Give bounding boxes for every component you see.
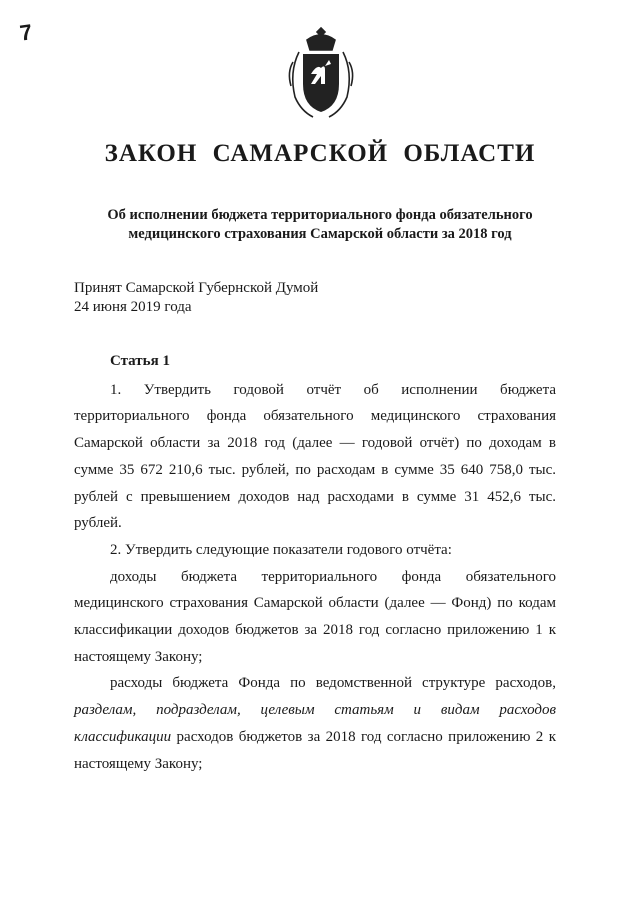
subtitle-line-1: Об исполнении бюджета территориального фонда обязательного (107, 207, 533, 223)
margin-handwritten-mark: 7 (18, 19, 34, 46)
document-title: ЗАКОН САМАРСКОЙ ОБЛАСТИ (104, 140, 536, 167)
paragraph-4-italic: разделам, подразделам, целевым статьям и видам расходов классификации (74, 702, 556, 745)
adoption-info (74, 279, 474, 317)
paragraph-2: 2. Утвердить следующие показатели годового отчёта: (110, 541, 452, 558)
paragraph-1: 1. Утвердить годовой отчёт об исполнении бюджета территориального фонда обязательного медицинского страхования Самарской области за 2018 год (далее — годовой отчёт) по доходам в сумме 35 672 210,6 тыс. рублей, по расходам в сумме 35 640 758,0 тыс. рублей с превышением доходов над расходами в сумме 31 452,6 тыс. рублей. (74, 381, 556, 532)
paragraph-3: доходы бюджета территориального фонда обязательного медицинского страхования Самарской области (далее — Фонд) по кодам классификации доходов бюджетов за 2018 год согласно приложению 1 к настоящему Закону; (74, 568, 556, 665)
subtitle-line-2: медицинского страхования Самарской области за 2018 год (128, 226, 512, 242)
document-subtitle (60, 206, 580, 244)
paragraph-4 (74, 670, 556, 777)
article-body (74, 348, 556, 777)
adoption-date: 24 июня 2019 года (74, 299, 192, 315)
paragraph-4-start: расходы бюджета Фонда по ведомственной структуре расходов, (110, 675, 556, 692)
coat-of-arms-icon (285, 22, 357, 122)
paragraph-4-end: расходов бюджетов за 2018 год согласно приложению 2 к настоящему Закону; (74, 728, 556, 772)
article-heading: Статья 1 (110, 353, 170, 369)
adoption-line-1: Принят Самарской Губернской Думой (74, 280, 319, 296)
